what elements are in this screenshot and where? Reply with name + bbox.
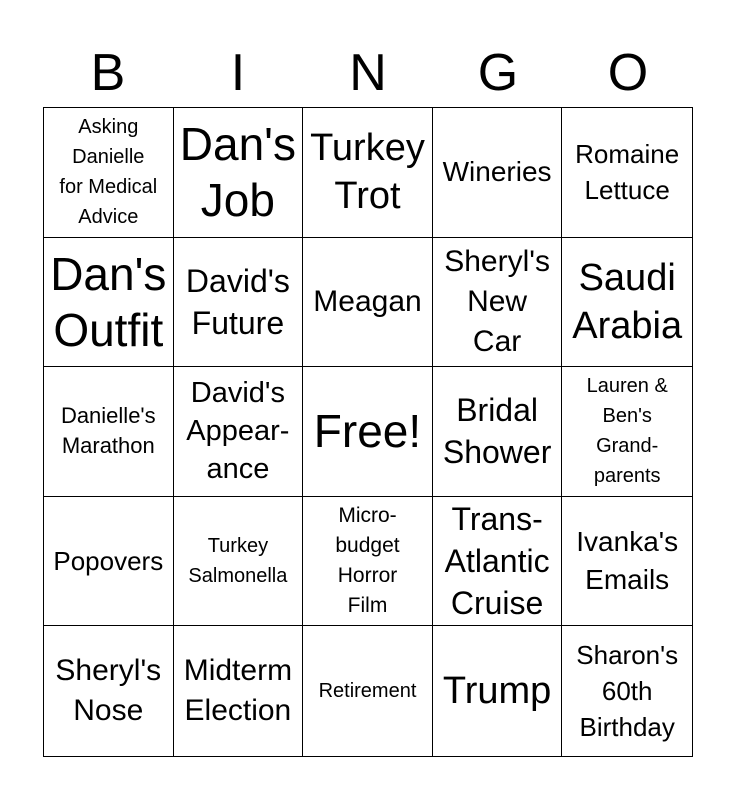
header-letter-n: N — [349, 44, 387, 102]
bingo-cell[interactable] — [562, 238, 692, 368]
bingo-cell-label: Meagan — [313, 284, 422, 318]
bingo-cell[interactable] — [562, 367, 692, 497]
bingo-cell[interactable] — [303, 238, 433, 368]
bingo-cell-label: Lauren & Ben's Grand- parents — [586, 375, 668, 488]
bingo-cell-label: Turkey Salmonella — [188, 535, 288, 588]
bingo-cell[interactable] — [174, 367, 304, 497]
bingo-cell-label: Dan's Outfit — [50, 247, 167, 356]
bingo-cell-label: Wineries — [442, 156, 552, 188]
bingo-cell-label: Bridal Shower — [442, 392, 552, 471]
bingo-cell-label: Turkey Trot — [310, 127, 425, 218]
bingo-cell[interactable] — [303, 497, 433, 627]
bingo-cell-label: Retirement — [318, 680, 417, 703]
header-letter-o: O — [607, 44, 649, 102]
bingo-cell[interactable] — [174, 497, 304, 627]
bingo-cell[interactable] — [174, 626, 304, 756]
bingo-cell[interactable] — [562, 108, 692, 238]
bingo-card-grid — [43, 107, 693, 757]
bingo-cell[interactable] — [562, 626, 692, 756]
bingo-cell[interactable] — [44, 238, 174, 368]
bingo-cell-label: Sheryl's New Car — [444, 244, 550, 358]
bingo-cell[interactable] — [303, 626, 433, 756]
bingo-cell-label: Ivanka's Emails — [576, 526, 679, 596]
bingo-cell[interactable] — [44, 108, 174, 238]
bingo-header — [43, 40, 693, 106]
header-letter-g: G — [477, 44, 519, 102]
bingo-cell-label: Trump — [442, 670, 552, 713]
bingo-cell[interactable] — [433, 238, 563, 368]
bingo-cell[interactable] — [44, 626, 174, 756]
bingo-cell[interactable] — [44, 367, 174, 497]
bingo-cell[interactable] — [174, 108, 304, 238]
bingo-cell[interactable] — [433, 367, 563, 497]
bingo-cell[interactable] — [433, 108, 563, 238]
header-letter-b: B — [90, 44, 126, 102]
bingo-cell-free[interactable] — [303, 367, 433, 497]
bingo-cell-label: Free! — [313, 405, 422, 458]
bingo-cell[interactable] — [44, 497, 174, 627]
bingo-cell-label: Midterm Election — [183, 654, 293, 728]
bingo-cell-label: Trans- Atlantic Cruise — [444, 501, 550, 622]
bingo-cell-label: Sheryl's Nose — [55, 654, 162, 728]
header-letter-i: I — [230, 44, 246, 102]
bingo-cell-label: David's Appear- ance — [186, 377, 290, 486]
bingo-cell[interactable] — [433, 497, 563, 627]
bingo-cell-label: Asking Danielle for Medical Advice — [59, 116, 158, 229]
bingo-cell-label: Dan's Job — [179, 118, 296, 227]
bingo-cell[interactable] — [174, 238, 304, 368]
bingo-cell[interactable] — [303, 108, 433, 238]
bingo-cell-label: Sharon's 60th Birthday — [576, 640, 679, 743]
bingo-cell-label: Micro- budget Horror Film — [335, 504, 400, 618]
bingo-cell[interactable] — [562, 497, 692, 627]
bingo-cell[interactable] — [433, 626, 563, 756]
bingo-cell-label: David's Future — [185, 262, 290, 341]
bingo-cell-label: Saudi Arabia — [572, 256, 683, 347]
bingo-cell-label: Popovers — [53, 546, 164, 577]
bingo-cell-label: Romaine Lettuce — [575, 139, 680, 206]
bingo-cell-label: Danielle's Marathon — [60, 403, 156, 459]
